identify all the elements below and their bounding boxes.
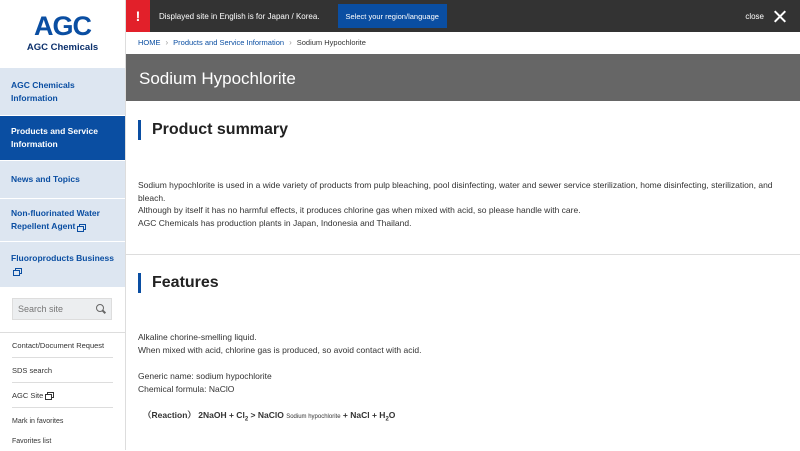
select-region-button[interactable]: Select your region/language [338, 4, 447, 28]
nav-label: Non-fluorinated Water Repellent Agent [11, 208, 100, 231]
product-summary-heading: Product summary [138, 120, 288, 140]
feature-line: When mixed with acid, chlorine gas is produced, so avoid contact with acid. [138, 344, 422, 355]
generic-name: Generic name: sodium hypochlorite [138, 371, 272, 381]
favorites-list-link[interactable] [12, 431, 113, 451]
breadcrumb-home[interactable]: HOME [138, 38, 161, 47]
link-label: Favorites list [12, 437, 52, 445]
nav-label: News and Topics [11, 174, 80, 184]
link-label: Contact/Document Request [12, 340, 105, 350]
features-heading: Features [138, 273, 219, 293]
close-label[interactable]: close [745, 11, 764, 21]
link-label: SDS search [12, 365, 53, 375]
reaction-equation: （Reaction） 2NaOH + $Cl_2$ > NaClO Sodium hypochlorite + NaCl + $H_2O$ [143, 410, 396, 423]
page-title: Sodium Hypochlorite [126, 54, 800, 101]
notice-text: Displayed site in English is for Japan / Korea. [159, 11, 320, 21]
sds-search-link[interactable] [12, 358, 113, 383]
features-text [138, 331, 793, 356]
alert-icon: ! [126, 0, 150, 32]
summary-line: Although by itself it has no harmful effects, it produces chlorine gas when mixed with acid, so please handle with care. [138, 205, 581, 215]
section-divider [126, 254, 800, 255]
external-link-icon [79, 224, 86, 230]
chemical-info [138, 370, 793, 395]
nav-label: Fluoroproducts Business [11, 252, 114, 278]
nav-item-news-and-topics[interactable] [0, 161, 125, 199]
search-icon[interactable] [96, 304, 106, 314]
region-notice-bar [126, 0, 800, 32]
breadcrumb [138, 38, 366, 47]
nav-label: Products and Service Information [11, 126, 98, 149]
agc-site-link[interactable] [12, 383, 113, 408]
site-search [0, 288, 125, 333]
breadcrumb-products[interactable]: Products and Service Information [173, 38, 285, 47]
logo-subtitle: AGC Chemicals [26, 42, 99, 53]
product-summary-text [138, 179, 793, 229]
mark-in-favorites-link[interactable] [12, 411, 113, 431]
summary-line: AGC Chemicals has production plants in Japan, Indonesia and Thailand. [138, 217, 412, 228]
search-input[interactable] [18, 304, 96, 314]
nav-item-water-repellent-agent[interactable] [0, 199, 125, 242]
link-label: Mark in favorites [12, 417, 64, 425]
summary-line: Sodium hypochlorite is used in a wide variety of products from pulp bleaching, pool disinfecting, water and sewer service sterilization, home disinfecting, sterilization, and bleach. [138, 180, 773, 203]
nav-item-products-and-service[interactable] [0, 116, 125, 161]
logo-mark: AGC [34, 11, 91, 41]
external-link-icon [47, 392, 54, 398]
sidebar [0, 0, 126, 450]
link-label: AGC Site [12, 390, 44, 400]
breadcrumb-separator: › [289, 38, 292, 47]
contact-document-request-link[interactable] [12, 333, 113, 358]
breadcrumb-current: Sodium Hypochlorite [296, 38, 366, 47]
breadcrumb-separator: › [165, 38, 169, 47]
feature-line: Alkaline chorine-smelling liquid. [138, 332, 257, 342]
nav-item-agc-chemicals-information[interactable] [0, 68, 125, 116]
external-link-icon [15, 268, 22, 274]
agc-logo[interactable] [0, 0, 125, 68]
nav-item-fluoroproducts-business[interactable] [0, 242, 125, 288]
nav-label: AGC Chemicals Information [11, 79, 75, 103]
close-icon[interactable] [773, 10, 786, 23]
search-box [12, 298, 112, 320]
chemical-formula: Chemical formula: NaClO [138, 383, 235, 394]
